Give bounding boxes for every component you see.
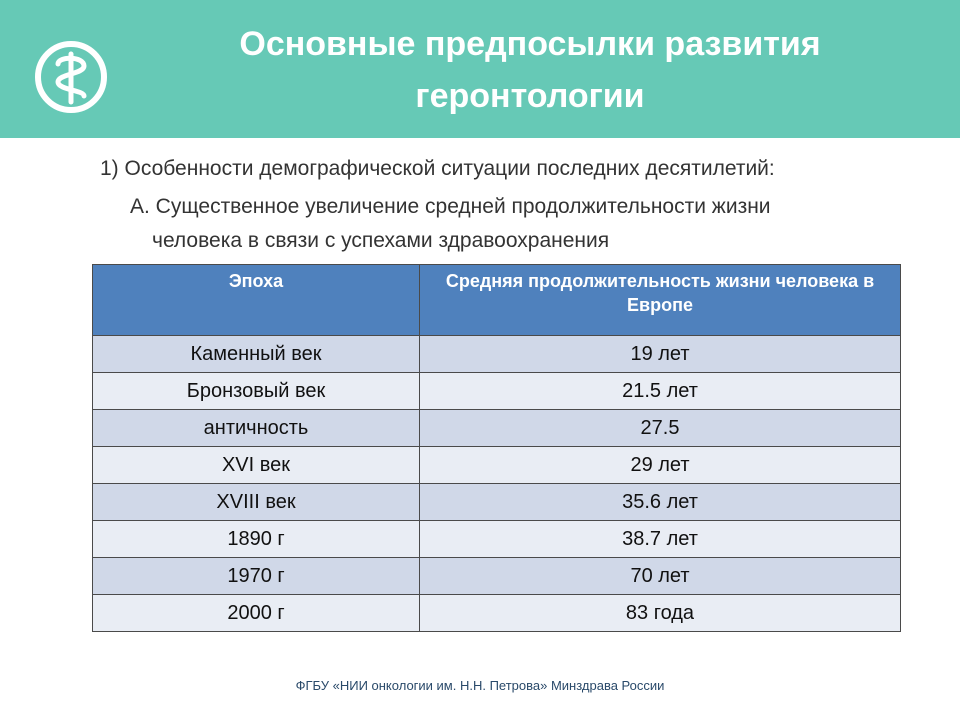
table-row: [93, 484, 901, 521]
value-cell: 70 лет: [420, 558, 901, 595]
value-cell: 27.5: [420, 410, 901, 447]
epoch-cell: XVI век: [93, 447, 420, 484]
epoch-cell: 1890 г: [93, 521, 420, 558]
table-row: [93, 447, 901, 484]
point-a-text: А. Существенное увеличение средней продолжительности жизни: [130, 195, 771, 218]
table-row: [93, 595, 901, 632]
table-row: [93, 336, 901, 373]
value-cell: 21.5 лет: [420, 373, 901, 410]
caduceus-icon: [34, 40, 108, 114]
value-cell: 35.6 лет: [420, 484, 901, 521]
epoch-cell: XVIII век: [93, 484, 420, 521]
footer-institution: ФГБУ «НИИ онкологии им. Н.Н. Петрова» Минздрава России: [295, 678, 665, 693]
epoch-cell: 1970 г: [93, 558, 420, 595]
slide-header: [0, 0, 960, 138]
header-life-expectancy: Средняя продолжительность жизни человека в Европе: [420, 265, 901, 336]
point-1-text: 1) Особенности демографической ситуации последних десятилетий:: [100, 157, 775, 180]
table-header-row: [93, 265, 901, 336]
table-row: [93, 410, 901, 447]
epoch-cell: Каменный век: [93, 336, 420, 373]
value-cell: 19 лет: [420, 336, 901, 373]
epoch-cell: античность: [93, 410, 420, 447]
epoch-cell: Бронзовый век: [93, 373, 420, 410]
title-line-2: геронтологии: [415, 77, 645, 115]
table-row: [93, 521, 901, 558]
table-row: [93, 558, 901, 595]
value-cell: 29 лет: [420, 447, 901, 484]
header-epoch: Эпоха: [93, 265, 420, 336]
title-line-1: Основные предпосылки развития: [239, 25, 821, 63]
value-cell: 38.7 лет: [420, 521, 901, 558]
epoch-cell: 2000 г: [93, 595, 420, 632]
slide-title: [130, 18, 930, 122]
life-expectancy-table: [92, 264, 901, 632]
point-a-text-continued: человека в связи с успехами здравоохранения: [152, 229, 610, 252]
value-cell: 83 года: [420, 595, 901, 632]
table-row: [93, 373, 901, 410]
